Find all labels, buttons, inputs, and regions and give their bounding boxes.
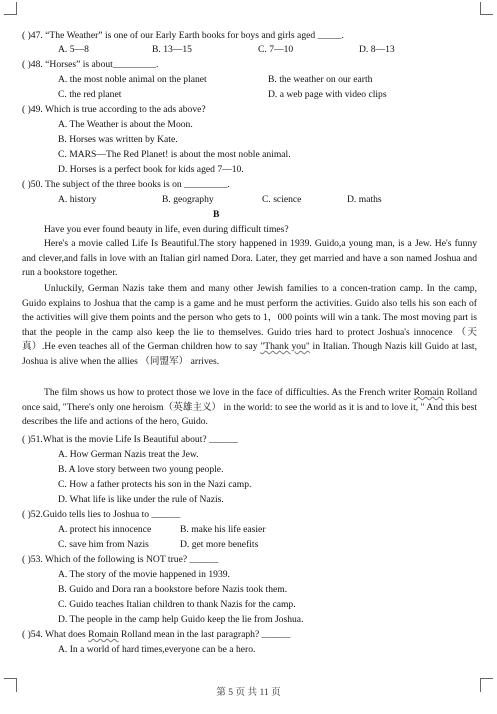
question-52: ( )52.Guido tells lies to Joshua to ______ [22,509,181,520]
q48-option-b: B. the weather on our earth [268,74,373,85]
passage-opening: Have you ever found beauty in life, even during difficult times? [44,224,289,235]
crop-mark-top-right-h [481,14,493,15]
q53-option-c: C. Guido teaches Italian children to thank Nazis for the camp. [58,599,296,610]
q48-option-d: D. a web page with video clips [268,89,387,100]
paragraph-2-text: Unluckily, German Nazis take them and many other Jewish families to a concen-tration camp. In the camp, Guido explains to Joshua that the camp is a game and he must perform the activities. Guido also tells his son each of the activities will give them points and the person who gets to 1，000 points will win a tank. The most moving part is that the people in the camp also keep the lie to themselves. Guido tries hard to protect Joshua's innocence （天真）.He even teaches all of the German children how to say [22,283,477,352]
q53-option-b: B. Guido and Dora ran a bookstore before Nazis took them. [58,584,288,595]
q47-option-a: A. 5—8 [58,44,89,55]
q50-option-b: B. geography [162,194,214,205]
q49-option-a: A. The Weather is about the Moon. [58,119,193,130]
section-heading: B [213,209,220,220]
q49-option-d: D. Horses is a perfect book for kids aged 7—10. [58,164,244,175]
q52-option-c: C. save him from Nazis [58,539,149,550]
q51-option-a: A. How German Nazis treat the Jew. [58,449,199,460]
crop-mark-bottom-left-h [4,678,16,679]
page-number: 第 5 页 共 11 页 [216,687,281,698]
q51-option-b: B. A love story between two young people. [58,464,224,475]
q52-option-a: A. protect his innocence [58,524,152,535]
q54-name: Romain [88,629,119,640]
question-48: ( )48. “Horses” is about_________. [22,59,159,70]
q53-option-d: D. The people in the camp help Guido keep the lie from Joshua. [58,614,304,625]
question-54 [22,629,290,641]
q49-option-c: C. MARS—The Red Planet! is about the most noble animal. [58,149,291,160]
q54-option-a: A. In a world of hard times,everyone can be a hero. [58,644,256,655]
q47-option-b: B. 13—15 [152,44,192,55]
crop-mark-top-right-v [480,2,481,15]
crop-mark-top-left-h [4,14,16,15]
passage-paragraph-2 [22,282,477,369]
paragraph-1-text: Here's a movie called Life Is Beautiful.The story happened in 1939. Guido,a young man, is a Jew. He's funny and clever,and falls in love with an Italian girl named Dora. Later, they get married and have a son named Joshua and run a bookstore together. [22,238,477,278]
q49-option-b: B. Horses was written by Kate. [58,134,178,145]
question-51: ( )51.What is the movie Life Is Beautiful about? ______ [22,434,238,445]
q47-option-c: C. 7—10 [258,44,294,55]
question-53: ( )53. Which of the following is NOT true? ______ [22,554,219,565]
passage-paragraph-1 [22,237,477,281]
question-49: ( )49. Which is true according to the ads above? [22,104,206,115]
paragraph-3-name: Romain [413,387,445,398]
q53-option-a: A. The story of the movie happened in 1939. [58,569,230,580]
q54-stem-end: Rolland mean in the last paragraph? ______ [118,629,291,640]
paragraph-2-text-end: in Italian. Though Nazis kill Guido at last, Joshua is alive when the allies （同盟军） arrives. [22,341,477,367]
q48-option-a: A. the most noble animal on the planet [58,74,207,85]
q48-option-c: C. the red planet [58,89,122,100]
q51-option-c: C. How a father protects his son in the Nazi camp. [58,479,252,490]
q50-option-c: C. science [262,194,302,205]
paragraph-3-text: The film shows us how to protect those we love in the face of difficulties. As the French writer [44,387,414,398]
q54-stem: ( )54. What does [22,629,89,640]
q52-option-d: D. get more benefits [180,539,259,550]
crop-mark-top-left-v [16,2,17,15]
q50-option-d: D. maths [347,194,382,205]
paragraph-3-text-end: Rolland once said, "There's only one heroism（英雄主义） in the world: to see the world as it is and to love it, " And this best describes the life and actions of the hero, Guido. [22,387,477,427]
crop-mark-bottom-right-h [481,678,493,679]
question-50: ( )50. The subject of the three books is on _________. [22,179,230,190]
q51-option-d: D. What life is like under the rule of Nazis. [58,494,224,505]
passage-paragraph-3 [22,386,477,430]
paragraph-2-emphasis: "Thank you" [260,341,310,352]
q50-option-a: A. history [58,194,97,205]
q47-option-d: D. 8—13 [359,44,395,55]
question-47: ( )47. “The Weather” is one of our Early Earth books for boys and girls aged _____. [22,30,344,41]
q52-option-b: B. make his life easier [180,524,266,535]
